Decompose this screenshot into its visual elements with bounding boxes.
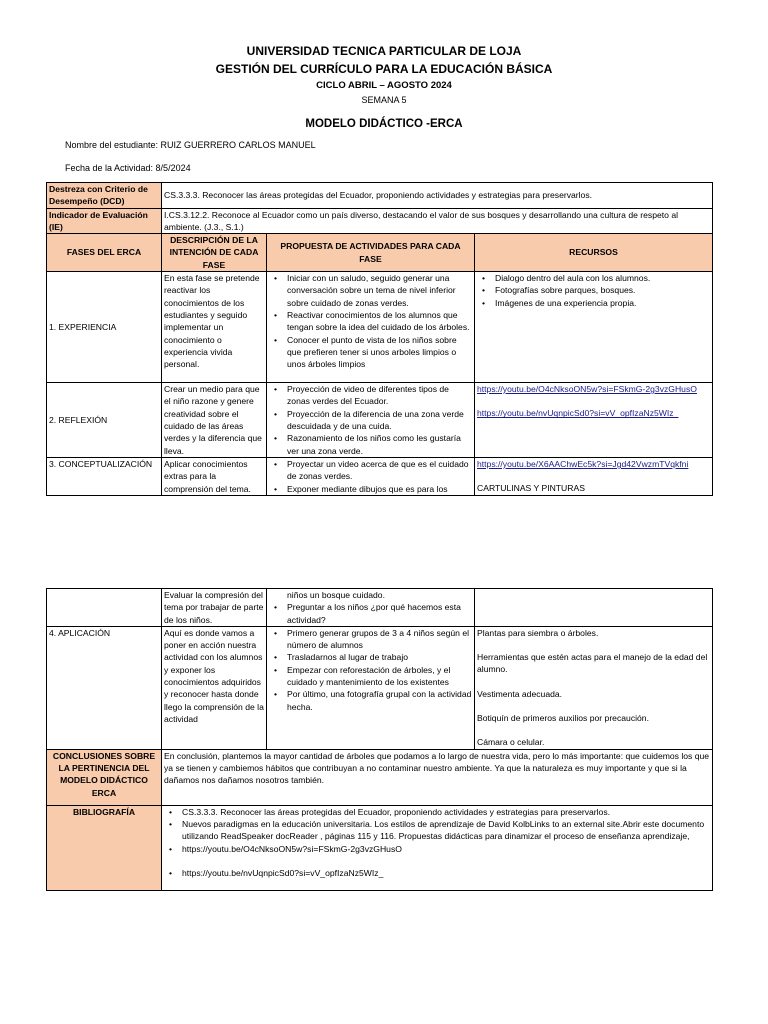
resource-text: Vestimenta adecuada.: [477, 688, 563, 699]
list-item: • Razonamiento de los niños como les gustaría ver una zona verde.: [287, 432, 472, 457]
phase-conceptualizacion: 3. CONCEPTUALIZACIÓN: [47, 458, 162, 496]
list-item: • Reactivar conocimientos de los alumnos que tengan sobre la idea del cuidado de los árboles.: [287, 309, 472, 334]
activities-cell: [267, 589, 475, 627]
activity-date: Fecha de la Actividad: 8/5/2024: [65, 163, 191, 173]
header-fases: FASES DEL ERCA: [47, 234, 162, 272]
bibliography-label: BIBLIOGRAFÍA: [47, 805, 162, 890]
description-cell: Crear un medio para que el niño razone y genere creatividad sobre el cuidado de las áreas verdes y la diferencia que lleva.: [162, 383, 267, 458]
table-row: [47, 626, 713, 749]
list-item: • https://youtu.be/O4cNksoON5w?si=FSkmG-2g3vzGHusO: [182, 843, 710, 855]
subject-title: GESTIÓN DEL CURRÍCULO PARA LA EDUCACIÓN BÁSICA: [215, 62, 553, 76]
list-item: • Trasladarnos al lugar de trabajo: [287, 651, 472, 663]
list-item: • Imágenes de una experiencia propia.: [495, 297, 710, 309]
resource-text: Herramientas que estén actas para el manejo de la edad del alumno.: [477, 652, 708, 675]
resource-text: Cámara o celular.: [477, 737, 545, 748]
description-cell: Aplicar conocimientos extras para la comprensión del tema.: [162, 458, 267, 496]
resources-cell: [475, 383, 713, 458]
list-item: • Exponer mediante dibujos que es para los: [287, 483, 472, 495]
table-row: [47, 589, 713, 627]
dcd-label: Destreza con Criterio de Desempeño (DCD): [47, 183, 162, 209]
resources-cell: [475, 272, 713, 383]
list-item: • CS.3.3.3. Reconocer las áreas protegidas del Ecuador, proponiendo actividades y estrategias para preservarlos.: [182, 806, 710, 818]
erca-table-page1: [46, 182, 713, 496]
phase-experiencia: 1. EXPERIENCIA: [47, 272, 162, 383]
ie-label: Indicador de Evaluación (IE): [47, 208, 162, 234]
student-name: Nombre del estudiante: RUIZ GUERRERO CARLOS MANUEL: [65, 140, 316, 150]
resources-cell: [475, 589, 713, 627]
list-item: • Por último, una fotografía grupal con la actividad hecha.: [287, 688, 472, 713]
resources-cell: [475, 626, 713, 749]
table-row: [47, 458, 713, 496]
video-link[interactable]: https://youtu.be/O4cNksoON5w?si=FSkmG-2g3vzGHusO: [477, 384, 697, 395]
list-item: • Dialogo dentro del aula con los alumnos.: [495, 272, 710, 284]
list-item: • Proyección de la diferencia de una zona verde descuidada y de una cuida.: [287, 408, 472, 433]
dcd-value: CS.3.3.3. Reconocer las áreas protegidas del Ecuador, proponiendo actividades y estrategias para preservarlos.: [162, 183, 713, 209]
activities-cell: [267, 458, 475, 496]
activities-cell: [267, 383, 475, 458]
list-item: • Fotografías sobre parques, bosques.: [495, 284, 710, 296]
list-item: • Primero generar grupos de 3 a 4 niños según el número de alumnos: [287, 627, 472, 652]
erca-table-page2: [46, 588, 713, 891]
resource-text: CARTULINAS Y PINTURAS: [477, 483, 585, 494]
description-cell: Evaluar la compresión del tema por trabajar de parte de los niños.: [162, 589, 267, 627]
activities-cell: [267, 272, 475, 383]
continued-activity: niños un bosque cuidado.: [287, 590, 385, 600]
conclusions-text: En conclusión, plantemos la mayor cantidad de árboles que podamos a lo largo de nuestra vida, pero lo más importante: que cuidemos los que ya se tienen y cambiemos hábitos que contribuyan a no contaminar nuestro ambiente. Ya que la naturaleza es muy importante y que si la dañamos nos dañamos nosotros también.: [162, 749, 713, 805]
resource-text: Botiquín de primeros auxilios por precaución.: [477, 713, 649, 724]
list-item: • Iniciar con un saludo, seguido generar una conversación sobre un tema de nivel inferior sobre cuidado de zonas verdes.: [287, 272, 472, 309]
table-row: [47, 272, 713, 383]
phase-aplicacion: 4. APLICACIÓN: [47, 626, 162, 749]
header-descripcion: DESCRIPCIÓN DE LA INTENCIÓN DE CADA FASE: [162, 234, 267, 272]
resources-cell: [475, 458, 713, 496]
table-row: [47, 383, 713, 458]
university-title: UNIVERSIDAD TECNICA PARTICULAR DE LOJA: [246, 44, 522, 58]
header-recursos: RECURSOS: [475, 234, 713, 272]
list-item: • https://youtu.be/nvUqnpicSd0?si=vV_opfIzaNz5WIz_: [182, 867, 710, 879]
ie-value: I.CS.3.12.2. Reconoce al Ecuador como un país diverso, destacando el valor de sus bosques y desarrollando una cultura de respeto al ambiente. (J.3., S.1.): [162, 208, 713, 234]
week-label: SEMANA 5: [361, 95, 407, 105]
conclusions-label: CONCLUSIONES SOBRE LA PERTINENCIA DEL MODELO DIDÁCTICO ERCA: [47, 749, 162, 805]
video-link[interactable]: https://youtu.be/X6AAChwEc5k?si=Jgd42VwzmTVqkfni: [477, 459, 689, 470]
list-item: • Proyectar un video acerca de que es el cuidado de zonas verdes.: [287, 458, 472, 483]
list-item: • Nuevos paradigmas en la educación universitaria. Los estilos de aprendizaje de David KolbLinks to an external site.Abrir este documento utilizando ReadSpeaker docReader , páginas 115 y 116. Propuestas didácticas para dinamizar el proceso de enseñanza aprendizaje,: [182, 818, 710, 843]
header-propuesta: PROPUESTA DE ACTIVIDADES PARA CADA FASE: [267, 234, 475, 272]
list-item: • Proyección de video de diferentes tipos de zonas verdes del Ecuador.: [287, 383, 472, 408]
phase-reflexion: 2. REFLEXIÓN: [47, 383, 162, 458]
list-item: • Preguntar a los niños ¿por qué hacemos esta actividad?: [287, 601, 472, 626]
list-item: • Conocer el punto de vista de los niños sobre que prefieren tener si unos arboles limpios o unos árboles limpios: [287, 334, 472, 371]
phase-cell: [47, 589, 162, 627]
activities-cell: [267, 626, 475, 749]
list-item: • Empezar con reforestación de árboles, y el cuidado y mantenimiento de los existentes: [287, 664, 472, 689]
video-link[interactable]: https://youtu.be/nvUqnpicSd0?si=vV_opfIzaNz5WIz_: [477, 408, 679, 419]
resource-text: Plantas para siembra o árboles.: [477, 627, 599, 638]
cycle-label: CICLO ABRIL – AGOSTO 2024: [316, 80, 452, 91]
description-cell: Aquí es donde vamos a poner en acción nuestra actividad con los alumnos y exponer los conocimientos adquiridos y reconocer hasta donde llego la comprensión de la actividad: [162, 626, 267, 749]
bibliography-list: [162, 805, 713, 890]
description-cell: En esta fase se pretende reactivar los conocimientos de los estudiantes y seguido implementar un conocimiento o experiencia vivida personal.: [162, 272, 267, 383]
document-title: MODELO DIDÁCTICO -ERCA: [305, 118, 463, 130]
